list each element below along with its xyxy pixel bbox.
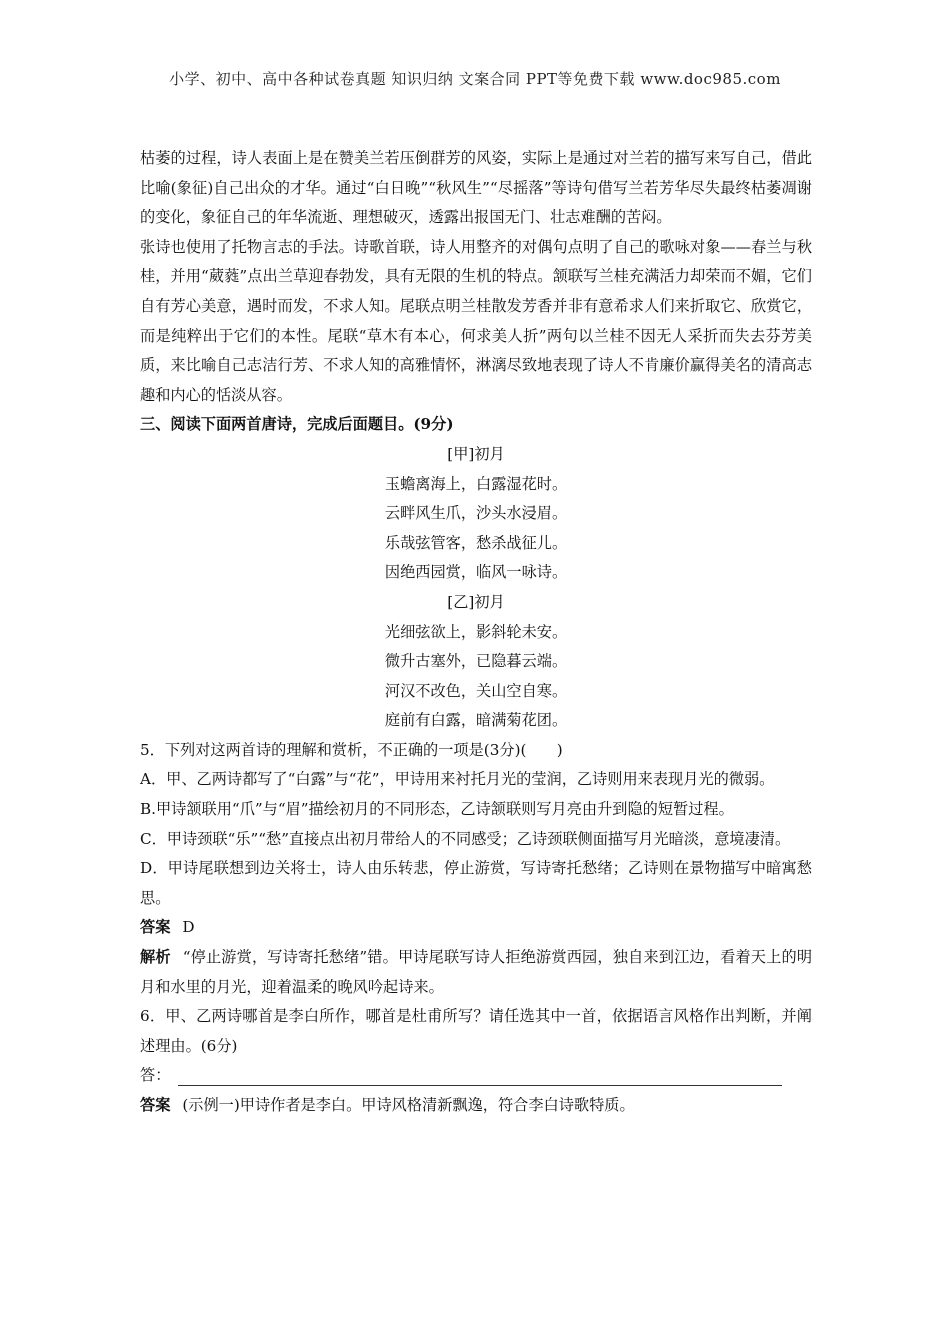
answer-blank-line[interactable] <box>178 1067 782 1086</box>
poem-b-line: 庭前有白露，暗满菊花团。 <box>384 711 568 730</box>
question-5-option-b: B.甲诗颔联用“爪”与“眉”描绘初月的不同形态，乙诗颔联则写月亮由升到隐的短暂过程。 <box>140 800 734 819</box>
poem-a-line: 因绝西园赏，临风一咏诗。 <box>384 563 568 582</box>
poem-a-title: [甲]初月 <box>447 444 505 463</box>
analysis-text: “停止游赏，写诗寄托愁绪”错。甲诗尾联写诗人拒绝游赏西园，独自来到江边，看着天上的明月和水里的月光，迎着温柔的晚风吟起诗来。 <box>140 948 813 996</box>
question-5-stem: 5．下列对这两首诗的理解和赏析，不正确的一项是(3分)( ) <box>140 740 563 759</box>
poem-a-line: 云畔风生爪，沙头水浸眉。 <box>384 504 568 523</box>
poem-b <box>140 588 812 736</box>
answer-value: D <box>182 918 195 937</box>
poem-b-line: 光细弦欲上，影斜轮未安。 <box>384 622 568 641</box>
poem-b-title: [乙]初月 <box>447 592 505 611</box>
poem-a-line: 乐哉弦管客，愁杀战征儿。 <box>384 533 568 552</box>
poem-a <box>140 440 812 588</box>
question-5-answer <box>140 913 812 943</box>
question-6-answer <box>140 1091 812 1121</box>
analysis-label: 解析 <box>140 948 171 967</box>
answer-label: 答案 <box>140 918 171 937</box>
answer-label: 答案 <box>140 1096 171 1114</box>
analysis-paragraph-zhang: 张诗也使用了托物言志的手法。诗歌首联，诗人用整齐的对偶句点明了自己的歌咏对象——春兰与秋桂，并用“葳蕤”点出兰草迎春勃发，具有无限的生机的特点。颔联写兰桂充满活力却荣而不媚，它们自有芳心美意，遇时而发，不求人知。尾联点明兰桂散发芳香并非有意希求人们来折取它、欣赏它，而是纯粹出于它们的本性。尾联“草木有本心，何求美人折”两句以兰桂不因无人采折而失去芬芳美质，来比喻自己志洁行芳、不求人知的高雅情怀，淋漓尽致地表现了诗人不肯廉价赢得美名的清高志趣和内心的恬淡从容。 <box>140 237 812 404</box>
page-header: 小学、初中、高中各种试卷真题 知识归纳 文案合同 PPT等免费下载 www.doc985.com <box>169 70 781 88</box>
question-5-analysis <box>140 943 812 1002</box>
analysis-paragraph-continued: 枯萎的过程，诗人表面上是在赞美兰若压倒群芳的风姿，实际上是通过对兰若的描写来写自己，借此比喻(象征)自己出众的才华。通过“白日晚”“秋风生”“尽摇落”等诗句借写兰若芳华尽失最终枯萎凋谢的变化，象征自己的年华流逝、理想破灭，透露出报国无门、壮志难酬的苦闷。 <box>140 149 812 227</box>
question-6-answer-area <box>140 1061 812 1091</box>
document-body <box>140 144 812 1121</box>
section-heading: 三、阅读下面两首唐诗，完成后面题目。(9分) <box>140 415 454 434</box>
poem-b-line: 微升古塞外，已隐暮云端。 <box>384 652 568 671</box>
poem-b-line: 河汉不改色，关山空自寒。 <box>384 681 568 700</box>
question-5-option-d: D．甲诗尾联想到边关将士，诗人由乐转悲，停止游赏，写诗寄托愁绪；乙诗则在景物描写中暗寓愁思。 <box>140 859 812 907</box>
question-5-option-c: C．甲诗颈联“乐”“愁”直接点出初月带给人的不同感受；乙诗颈联侧面描写月光暗淡，意境凄清。 <box>140 829 791 848</box>
poem-a-line: 玉蟾离海上，白露湿花时。 <box>384 474 568 493</box>
answer-prompt: 答： <box>140 1066 171 1085</box>
answer-text: (示例一)甲诗作者是李白。甲诗风格清新飘逸，符合李白诗歌特质。 <box>182 1096 635 1114</box>
question-6-stem: 6．甲、乙两诗哪首是李白所作，哪首是杜甫所写？请任选其中一首，依据语言风格作出判断，并阐述理由。(6分) <box>140 1007 812 1055</box>
question-5-option-a: A．甲、乙两诗都写了“白露”与“花”，甲诗用来衬托月光的莹润，乙诗则用来表现月光的微弱。 <box>140 770 775 789</box>
